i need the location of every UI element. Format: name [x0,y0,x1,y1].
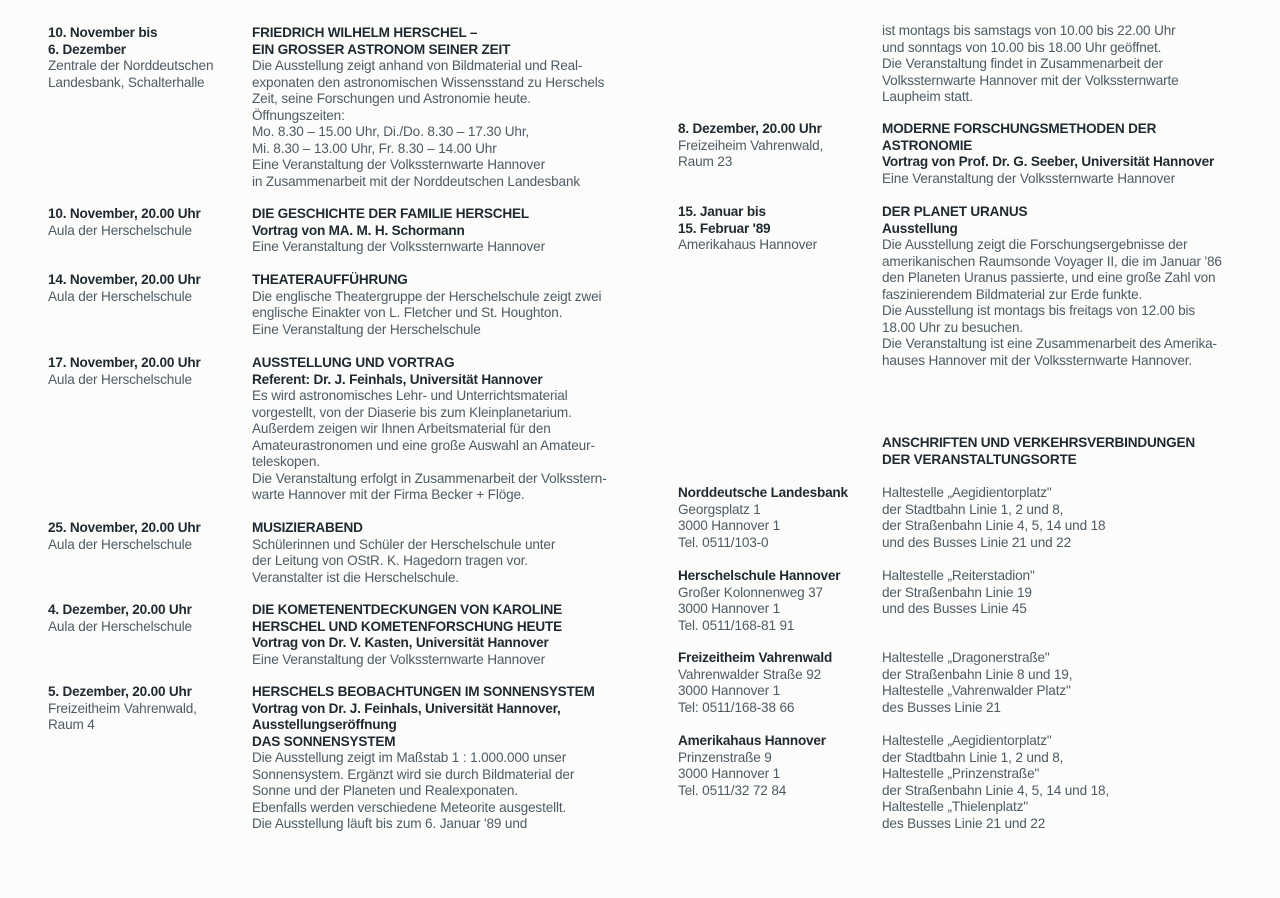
event-description: Eine Veranstaltung der Volkssternwarte Hannover [252,157,545,172]
event-venue: Zentrale der Norddeutschen [48,58,214,73]
event-subtitle: DAS SONNENSYSTEM [252,733,396,749]
event-description: Öffnungszeiten: [252,107,345,123]
venue-address [678,485,878,551]
event-date: 8. Dezember, 20.00 Uhr [678,121,822,136]
venue-address-line: Großer Kolonnenweg 37 [678,584,823,600]
event-subtitle: Vortrag von Dr. J. Feinhals, Universität Hannover, [252,700,561,716]
event-description: ist montags bis samstags von 10.00 bis 22.00 Uhr [882,23,1176,38]
venue-address-line: Tel. 0511/103-0 [678,534,769,550]
event-venue: Aula der Herschelschule [48,288,192,304]
event-description: der Leitung von OStR. K. Hagedorn tragen vor. [252,553,528,568]
venue-name: Herschelschule Hannover [678,568,841,583]
transit-line: der Straßenbahn Linie 19 [882,584,1032,600]
venue-address [678,650,878,716]
event-venue: Amerikahaus Hannover [678,237,818,252]
event-description: den Planeten Uranus passierte, und eine große Zahl von [882,270,1216,285]
addresses-heading [882,435,1195,468]
event-venue: Raum 4 [48,717,95,732]
event-description: Die Ausstellung zeigt im Maßstab 1 : 1.000.000 unser [252,750,567,765]
event-description: Es wird astronomisches Lehr- und Unterrichtsmaterial [252,388,568,403]
event-title: DIE KOMETENENTDECKUNGEN VON KAROLINE [252,602,563,617]
event-date: 5. Dezember, 20.00 Uhr [48,684,192,699]
event-description: Eine Veranstaltung der Volkssternwarte Hannover [252,239,545,254]
event-title: MUSIZIERABEND [252,520,363,535]
event-title: AUSSTELLUNG UND VORTRAG [252,355,455,370]
venue-address-line: 3000 Hannover 1 [678,518,781,533]
event-date-venue [48,25,248,91]
transit-line: der Stadtbahn Linie 1, 2 und 8, [882,501,1064,517]
event-description: Die Veranstaltung findet in Zusammenarbeit der [882,56,1163,71]
event-title: ASTRONOMIE [882,137,973,153]
event-subtitle: Referent: Dr. J. Feinhals, Universität Hannover [252,371,543,387]
event-details [252,355,652,504]
event-details [252,602,652,668]
event-description: Mi. 8.30 – 13.00 Uhr, Fr. 8.30 – 14.00 Uhr [252,140,497,156]
event-title: FRIEDRICH WILHELM HERSCHEL – [252,25,478,40]
venue-address-line: Tel: 0511/168-38 66 [678,699,795,715]
event-date-venue [48,520,248,553]
event-subtitle: Vortrag von MA. M. H. Schormann [252,222,465,238]
event-description: Die Ausstellung zeigt anhand von Bildmaterial und Real- [252,58,583,73]
venue-address-line: 3000 Hannover 1 [678,766,781,781]
venue-transit [882,650,1280,716]
event-venue: Aula der Herschelschule [48,618,192,634]
transit-line: Haltestelle „Vahrenwalder Platz" [882,683,1071,698]
event-description: Laupheim statt. [882,89,973,104]
event-description: und sonntags von 10.00 bis 18.00 Uhr geöffnet. [882,39,1162,55]
event-continuation [882,23,1179,106]
event-details [252,25,652,190]
event-title: DER PLANET URANUS [882,204,1028,219]
event-date: 4. Dezember, 20.00 Uhr [48,602,192,617]
event-description: teleskopen. [252,454,320,469]
event-description: in Zusammenarbeit mit der Norddeutschen Landesbank [252,173,580,189]
event-date-venue [678,121,878,171]
venue-name: Norddeutsche Landesbank [678,485,848,500]
venue-address [678,733,878,799]
event-description: englische Einakter von L. Fletcher und St. Houghton. [252,305,563,320]
transit-line: der Straßenbahn Linie 4, 5, 14 und 18 [882,518,1106,533]
event-title: MODERNE FORSCHUNGSMETHODEN DER [882,121,1157,136]
event-subtitle: Vortrag von Prof. Dr. G. Seeber, Universität Hannover [882,154,1215,169]
venue-transit [882,733,1280,832]
transit-line: der Stadtbahn Linie 1, 2 und 8, [882,749,1064,765]
event-description: amerikanischen Raumsonde Voyager II, die im Januar '86 [882,253,1222,269]
venue-name: Amerikahaus Hannover [678,733,826,748]
event-description: vorgestellt, von der Diaserie bis zum Kleinplanetarium. [252,404,572,420]
event-description: Schülerinnen und Schüler der Herschelschule unter [252,536,556,552]
event-date: 10. November bis [48,25,158,40]
transit-line: Haltestelle „Dragonerstraße" [882,650,1050,665]
event-title: HERSCHELS BEOBACHTUNGEN IM SONNENSYSTEM [252,684,595,699]
event-description: Die Ausstellung läuft bis zum 6. Januar '89 und [252,816,528,831]
event-date: 25. November, 20.00 Uhr [48,520,201,535]
event-details [252,520,652,586]
transit-line: Haltestelle „Prinzenstraße" [882,766,1040,781]
transit-line: der Straßenbahn Linie 4, 5, 14 und 18, [882,782,1110,798]
transit-line: des Busses Linie 21 [882,699,1001,715]
event-venue: Aula der Herschelschule [48,371,192,387]
event-venue: Aula der Herschelschule [48,536,192,552]
event-description: Die Veranstaltung ist eine Zusammenarbeit des Amerika- [882,336,1217,351]
event-title: THEATERAUFFÜHRUNG [252,272,408,287]
event-description: Die Veranstaltung erfolgt in Zusammenarbeit der Volksstern- [252,470,607,486]
event-date: 14. November, 20.00 Uhr [48,272,201,287]
venue-address [678,568,878,634]
event-description: Eine Veranstaltung der Volkssternwarte Hannover [252,651,545,667]
event-date-venue [48,602,248,635]
event-date: 17. November, 20.00 Uhr [48,355,201,370]
transit-line: und des Busses Linie 45 [882,601,1027,616]
event-description: Ebenfalls werden verschiedene Meteorite ausgestellt. [252,799,567,815]
event-description: Veranstalter ist die Herschelschule. [252,569,459,585]
event-date-venue [48,272,248,305]
event-details [882,121,1280,187]
venue-name: Freizeitheim Vahrenwald [678,650,833,665]
transit-line: der Straßenbahn Linie 8 und 19, [882,666,1073,682]
venue-address-line: Tel. 0511/168-81 91 [678,617,795,633]
event-description: Eine Veranstaltung der Herschelschule [252,321,481,337]
event-description: Die Ausstellung zeigt die Forschungsergebnisse der [882,237,1188,252]
event-details [252,272,652,338]
event-venue: Freizeitheim Vahrenwald, [48,700,197,716]
section-heading: ANSCHRIFTEN UND VERKEHRSVERBINDUNGEN [882,435,1196,450]
event-venue: Landesbank, Schalterhalle [48,74,205,90]
event-date: 6. Dezember [48,41,126,57]
event-description: Eine Veranstaltung der Volkssternwarte Hannover [882,170,1175,186]
event-date: 15. Januar bis [678,204,766,219]
event-description: hauses Hannover mit der Volkssternwarte Hannover. [882,352,1192,368]
transit-line: Haltestelle „Reiterstadion" [882,568,1035,583]
event-description: Außerdem zeigen wir Ihnen Arbeitsmaterial für den [252,421,551,436]
event-description: exponaten den astronomischen Wissensstand zu Herschels [252,74,605,90]
event-details [252,684,652,833]
venue-address-line: Georgsplatz 1 [678,501,761,517]
venue-address-line: 3000 Hannover 1 [678,601,781,616]
transit-line: und des Busses Linie 21 und 22 [882,534,1071,550]
transit-line: Haltestelle „Aegidientorplatz" [882,485,1052,500]
event-description: faszinierendem Bildmaterial zur Erde funkte. [882,286,1143,302]
event-subtitle: Vortrag von Dr. V. Kasten, Universität Hannover [252,635,549,650]
event-date: 15. Februar '89 [678,220,771,236]
event-date-venue [678,204,878,254]
event-date-venue [48,206,248,239]
transit-line: des Busses Linie 21 und 22 [882,815,1046,831]
event-description: Mo. 8.30 – 15.00 Uhr, Di./Do. 8.30 – 17.30 Uhr, [252,124,530,139]
event-description: 18.00 Uhr zu besuchen. [882,319,1024,335]
venue-address-line: Prinzenstraße 9 [678,749,772,765]
event-date-venue [48,684,248,734]
event-description: Volkssternwarte Hannover mit der Volkssternwarte [882,72,1179,88]
event-venue: Raum 23 [678,154,733,169]
event-subtitle: Ausstellung [882,220,958,236]
event-description: Zeit, seine Forschungen und Astronomie heute. [252,91,531,106]
event-title: DIE GESCHICHTE DER FAMILIE HERSCHEL [252,206,529,221]
event-subtitle: Ausstellungseröffnung [252,717,397,732]
event-description: warte Hannover mit der Firma Becker + Flöge. [252,487,525,502]
event-title: HERSCHEL UND KOMETENFORSCHUNG HEUTE [252,618,562,634]
event-description: Sonne und der Planeten und Realexponaten. [252,783,518,798]
transit-line: Haltestelle „Thielenplatz" [882,799,1028,814]
event-description: Amateurastronomen und eine große Auswahl an Amateur- [252,437,595,453]
venue-address-line: Vahrenwalder Straße 92 [678,666,822,682]
venue-address-line: 3000 Hannover 1 [678,683,781,698]
venue-transit [882,485,1280,551]
section-heading: DER VERANSTALTUNGSORTE [882,451,1077,467]
event-description: Sonnensystem. Ergänzt wird sie durch Bildmaterial der [252,766,575,782]
event-venue: Aula der Herschelschule [48,222,192,238]
venue-transit [882,568,1280,618]
event-title: EIN GROSSER ASTRONOM SEINER ZEIT [252,41,511,57]
event-details [882,204,1280,369]
venue-address-line: Tel. 0511/32 72 84 [678,782,787,798]
event-date: 10. November, 20.00 Uhr [48,206,201,221]
event-description: Die englische Theatergruppe der Herschelschule zeigt zwei [252,288,602,304]
event-description: Die Ausstellung ist montags bis freitags von 12.00 bis [882,303,1196,318]
transit-line: Haltestelle „Aegidientorplatz" [882,733,1052,748]
event-details [252,206,652,256]
event-date-venue [48,355,248,388]
event-venue: Freizeiheim Vahrenwald, [678,137,824,153]
